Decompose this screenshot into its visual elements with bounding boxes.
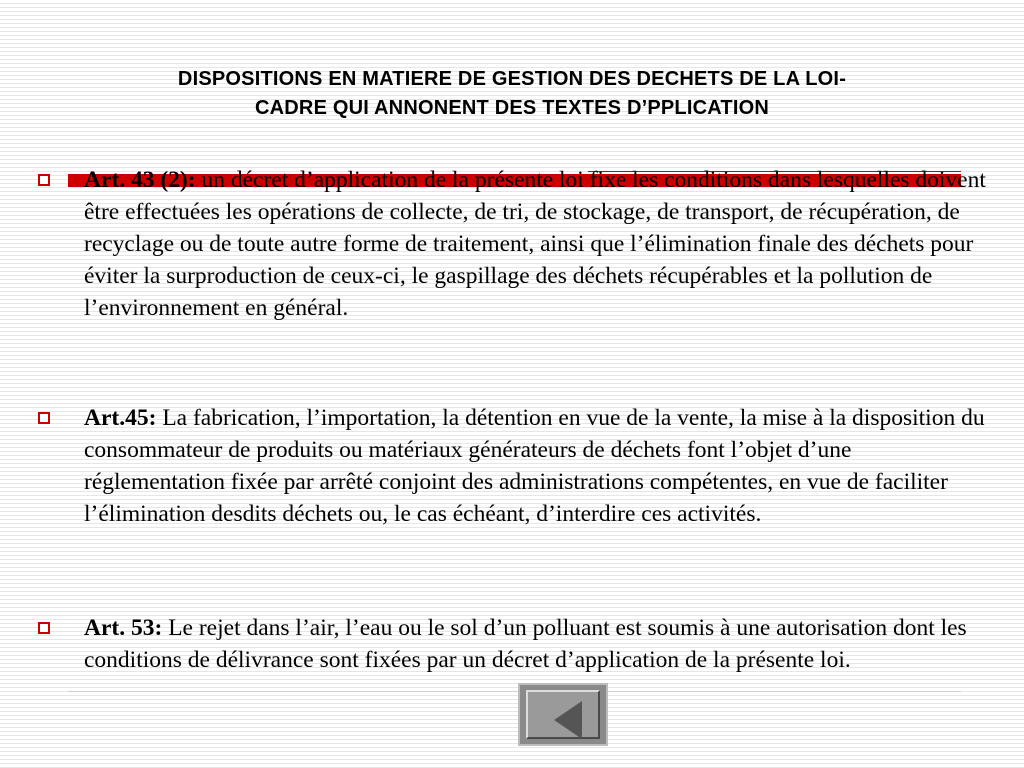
bullet-art-53 [84, 612, 994, 676]
article-text: La fabrication, l’importation, la détention en vue de la vente, la mise à la disposition du consommateur de produits ou matériaux générateurs de déchets font l’objet d’une réglementation fixée par arrêté conjoint des administrations compétentes, en vue de faciliter l’élimination desdits déchets ou, le cas échéant, d’interdire ces activités. [84, 405, 985, 527]
slide-title-line-1: DISPOSITIONS EN MATIERE DE GESTION DES DECHETS DE LA LOI- [177, 68, 847, 90]
slide-title-line-2: CADRE QUI ANNONENT DES TEXTES D’PPLICATION [255, 97, 769, 119]
left-triangle-icon [552, 699, 584, 741]
article-text: un décret d’application de la présente loi fixe les conditions dans lesquelles doivent être effectuées les opérations de collecte, de tri, de stockage, de transport, de récupération, de recyclage ou de toute autre forme de traitement, ainsi que l’élimination finale des déchets pour éviter la surproduction de ceux-ci, le gaspillage des déchets récupérables et la pollution de l’environnement en général. [84, 167, 986, 321]
bullet-art-43 [84, 164, 994, 324]
back-button[interactable] [518, 683, 608, 746]
back-button-face [526, 690, 600, 739]
slide-title [40, 65, 984, 123]
article-label: Art.45: [84, 405, 157, 431]
article-text: Le rejet dans l’air, l’eau ou le sol d’un polluant est soumis à une autorisation dont les conditions de délivrance sont fixées par un décret d’application de la présente loi. [84, 615, 967, 673]
hollow-square-bullet-icon [38, 622, 50, 634]
article-label: Art. 53: [84, 615, 163, 641]
hollow-square-bullet-icon [38, 174, 50, 186]
bullet-art-45 [84, 402, 994, 530]
footer-divider [68, 691, 961, 692]
article-label: Art. 43 (2): [84, 167, 196, 193]
hollow-square-bullet-icon [38, 412, 50, 424]
